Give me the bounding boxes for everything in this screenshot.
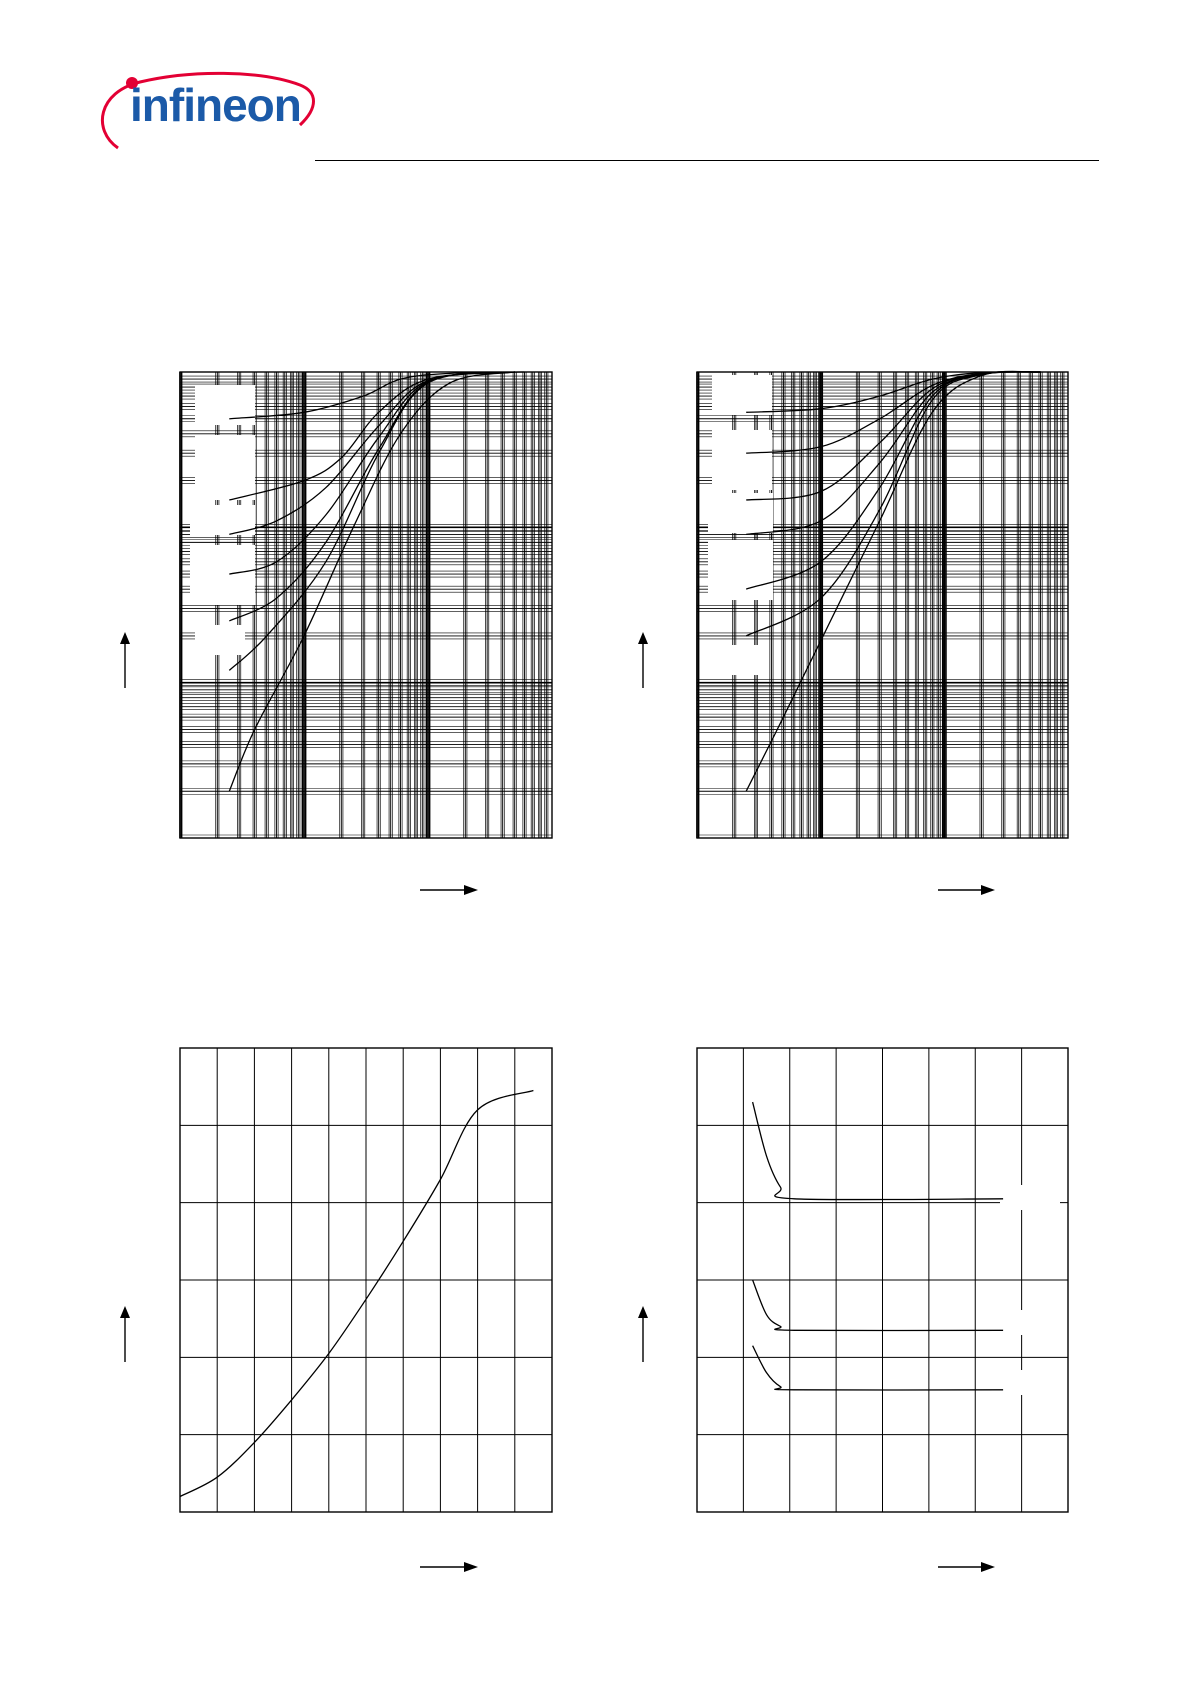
y-axis-arrow-icon: [120, 632, 130, 644]
x-axis-arrow-icon: [981, 885, 995, 895]
series-line-6: [229, 372, 514, 670]
legend-area: [195, 385, 255, 425]
x-axis-arrow-icon: [981, 1562, 995, 1572]
legend-area: [712, 430, 772, 490]
legend-area: [708, 540, 773, 600]
chart-3: [120, 1048, 552, 1572]
chart-4: [638, 1048, 1068, 1572]
grid-lines: [180, 1048, 552, 1512]
x-axis-arrow-icon: [464, 1562, 478, 1572]
brand-name: infineon: [130, 79, 301, 131]
legend-area: [190, 545, 255, 605]
series-line-1: [180, 1091, 533, 1497]
legend-area: [1000, 1310, 1060, 1335]
legend-area: [1000, 1370, 1060, 1395]
series-line-7: [229, 372, 514, 791]
legend-area: [1000, 1185, 1060, 1210]
legend-area: [712, 645, 762, 675]
legend-area: [195, 435, 255, 500]
chart-1: [120, 372, 552, 895]
legend-area: [712, 375, 772, 415]
y-axis-arrow-icon: [638, 632, 648, 644]
y-axis-arrow-icon: [120, 1306, 130, 1318]
chart-2: [638, 371, 1068, 895]
y-axis-arrow-icon: [638, 1306, 648, 1318]
legend-area: [195, 625, 245, 655]
series-line-4: [229, 372, 514, 574]
x-axis-arrow-icon: [464, 885, 478, 895]
